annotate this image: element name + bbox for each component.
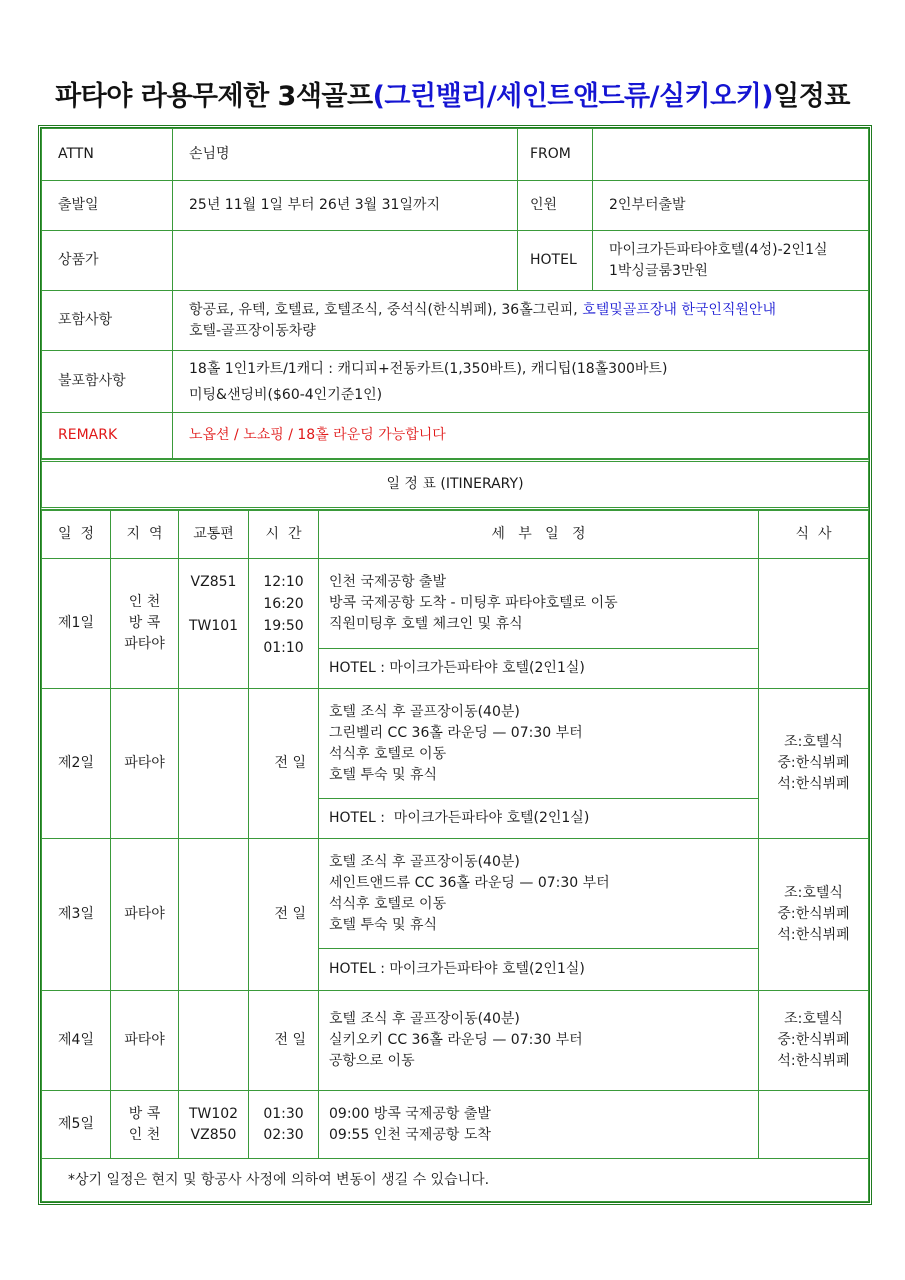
day-detail bbox=[318, 838, 759, 949]
header-transport: 교통편 bbox=[178, 510, 249, 559]
detail-line: 09:55 인천 국제공항 도착 bbox=[329, 1126, 491, 1143]
day-region: 파타야 bbox=[110, 838, 179, 991]
departure-label: 출발일 bbox=[41, 180, 173, 231]
time-value: 16:20 bbox=[263, 596, 304, 612]
detail-line: 그린벨리 CC 36홀 라운딩 — 07:30 부터 bbox=[329, 724, 583, 741]
from-value bbox=[592, 128, 869, 181]
day-region bbox=[110, 558, 179, 689]
region-line: 파타야 bbox=[124, 636, 165, 652]
day-time: 전 일 bbox=[248, 990, 319, 1091]
included-value bbox=[172, 290, 869, 351]
title-suffix: 일정표 bbox=[773, 81, 850, 112]
included-highlight: 호텔및골프장내 한국인직원안내 bbox=[582, 301, 776, 318]
footnote: *상기 일정은 현지 및 항공사 사정에 의하여 변동이 생길 수 있습니다. bbox=[41, 1158, 869, 1202]
hotel-value bbox=[592, 230, 869, 291]
detail-line: 호텔 조식 후 골프장이동(40분) bbox=[329, 703, 520, 720]
day-transport bbox=[178, 838, 249, 991]
detail-line: 석식후 호텔로 이동 bbox=[329, 895, 447, 912]
detail-line: 방콕 국제공항 도착 - 미팅후 파타야호텔로 이동 bbox=[329, 595, 618, 611]
meal-lunch: 중:한식뷔페 bbox=[777, 906, 850, 922]
header-time: 시 간 bbox=[248, 510, 319, 559]
day-hotel: HOTEL : 마이크가든파타야 호텔(2인1실) bbox=[318, 948, 759, 991]
region-line: 인 천 bbox=[128, 594, 161, 610]
day-meal bbox=[758, 558, 869, 689]
people-label: 인원 bbox=[517, 180, 593, 231]
page-title bbox=[0, 74, 905, 113]
remark-value: 노옵션 / 노쇼핑 / 18홀 라운딩 가능합니다 bbox=[172, 412, 869, 459]
hotel-label: HOTEL bbox=[517, 230, 593, 291]
region-line: 방 콕 bbox=[128, 1105, 161, 1122]
meal-dinner: 석:한식뷔페 bbox=[777, 927, 850, 943]
header-meal: 식 사 bbox=[758, 510, 869, 559]
time-value: 12:10 bbox=[263, 574, 304, 590]
price-label: 상품가 bbox=[41, 230, 173, 291]
day-meal bbox=[758, 838, 869, 991]
flight-number: TW101 bbox=[188, 618, 239, 634]
detail-line: 실키오키 CC 36홀 라운딩 — 07:30 부터 bbox=[329, 1032, 583, 1048]
day-meal bbox=[758, 1090, 869, 1159]
day-detail bbox=[318, 1090, 759, 1159]
flight-number: VZ851 bbox=[190, 574, 237, 590]
header-day: 일 정 bbox=[41, 510, 111, 559]
day-meal bbox=[758, 688, 869, 839]
day-label: 제1일 bbox=[41, 558, 111, 689]
time-value: 01:30 bbox=[263, 1105, 304, 1122]
day-time bbox=[248, 558, 319, 689]
meal-dinner: 석:한식뷔페 bbox=[777, 1053, 850, 1069]
day-transport bbox=[178, 558, 249, 689]
price-value bbox=[172, 230, 518, 291]
day-time: 전 일 bbox=[248, 688, 319, 839]
meal-lunch: 중:한식뷔페 bbox=[777, 755, 850, 771]
detail-line: 호텔 조식 후 골프장이동(40분) bbox=[329, 853, 520, 870]
flight-number: VZ850 bbox=[190, 1126, 237, 1143]
day-detail bbox=[318, 688, 759, 799]
region-line: 방 콕 bbox=[128, 615, 161, 631]
time-value: 01:10 bbox=[263, 640, 304, 656]
header-region: 지 역 bbox=[110, 510, 179, 559]
day-hotel: HOTEL : 마이크가든파타야 호텔(2인1실) bbox=[318, 798, 759, 839]
time-value: 19:50 bbox=[263, 618, 304, 634]
day-region: 파타야 bbox=[110, 688, 179, 839]
day-detail bbox=[318, 558, 759, 649]
hotel-value-line2: 1박싱글룸3만원 bbox=[609, 262, 708, 279]
included-label: 포함사항 bbox=[41, 290, 173, 351]
detail-line: 호텔 조식 후 골프장이동(40분) bbox=[329, 1011, 520, 1027]
included-line2: 호텔-골프장이동차량 bbox=[189, 322, 316, 339]
day-detail bbox=[318, 990, 759, 1091]
excluded-line1: 18홀 1인1카트/1캐디 : 캐디피+전동카트(1,350바트), 캐디팁(18홀300바트) bbox=[189, 360, 668, 377]
excluded-label: 불포함사항 bbox=[41, 350, 173, 413]
day-time: 전 일 bbox=[248, 838, 319, 991]
attn-value: 손님명 bbox=[172, 128, 518, 181]
included-items: 항공료, 유텍, 호텔료, 호텔조식, 중석식(한식뷔페), 36홀그린피, bbox=[189, 301, 583, 318]
day-meal bbox=[758, 990, 869, 1091]
day-region: 파타야 bbox=[110, 990, 179, 1091]
day-label: 제4일 bbox=[41, 990, 111, 1091]
detail-line: 인천 국제공항 출발 bbox=[329, 574, 447, 590]
excluded-line2: 미팅&샌딩비($60-4인기준1인) bbox=[189, 386, 383, 403]
excluded-value bbox=[172, 350, 869, 413]
hotel-value-line1: 마이크가든파타야호텔(4성)-2인1실 bbox=[609, 241, 828, 258]
remark-label: REMARK bbox=[41, 412, 173, 459]
day-region bbox=[110, 1090, 179, 1159]
departure-value: 25년 11월 1일 부터 26년 3월 31일까지 bbox=[172, 180, 518, 231]
detail-line: 09:00 방콕 국제공항 출발 bbox=[329, 1105, 491, 1122]
meal-breakfast: 조:호텔식 bbox=[784, 1011, 843, 1027]
day-transport bbox=[178, 688, 249, 839]
detail-line: 직원미팅후 호텔 체크인 및 휴식 bbox=[329, 616, 523, 632]
day-label: 제5일 bbox=[41, 1090, 111, 1159]
day-label: 제3일 bbox=[41, 838, 111, 991]
time-value: 02:30 bbox=[263, 1126, 304, 1143]
region-line: 인 천 bbox=[128, 1126, 161, 1143]
detail-line: 호텔 투숙 및 휴식 bbox=[329, 766, 438, 783]
meal-lunch: 중:한식뷔페 bbox=[777, 1032, 850, 1048]
meal-dinner: 석:한식뷔페 bbox=[777, 776, 850, 792]
day-transport bbox=[178, 990, 249, 1091]
title-prefix: 파타야 라용무제한 3색골프 bbox=[55, 81, 373, 112]
detail-line: 세인트앤드류 CC 36홀 라운딩 — 07:30 부터 bbox=[329, 874, 610, 891]
meal-breakfast: 조:호텔식 bbox=[784, 885, 843, 901]
included-line1 bbox=[189, 300, 776, 321]
day-label: 제2일 bbox=[41, 688, 111, 839]
flight-number: TW102 bbox=[188, 1105, 239, 1122]
meal-breakfast: 조:호텔식 bbox=[784, 734, 843, 750]
header-detail: 세 부 일 정 bbox=[318, 510, 759, 559]
attn-label: ATTN bbox=[41, 128, 173, 181]
title-golf-courses: (그린밸리/세인트앤드류/실키오키) bbox=[372, 81, 774, 112]
detail-line: 공항으로 이동 bbox=[329, 1053, 415, 1069]
day-transport bbox=[178, 1090, 249, 1159]
detail-line: 석식후 호텔로 이동 bbox=[329, 745, 447, 762]
day-time bbox=[248, 1090, 319, 1159]
people-value: 2인부터출발 bbox=[592, 180, 869, 231]
day-hotel: HOTEL : 마이크가든파타야 호텔(2인1실) bbox=[318, 648, 759, 689]
itinerary-title: 일 정 표 (ITINERARY) bbox=[41, 459, 869, 510]
from-label: FROM bbox=[517, 128, 593, 181]
detail-line: 호텔 투숙 및 휴식 bbox=[329, 916, 438, 933]
